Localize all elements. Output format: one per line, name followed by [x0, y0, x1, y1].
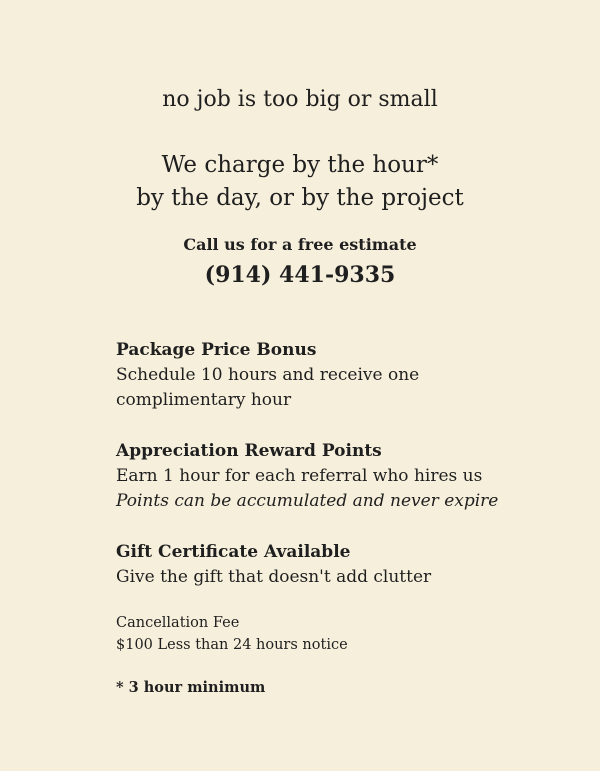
gift-certificate-section	[116, 540, 556, 590]
cancellation-fee-section	[116, 612, 556, 656]
package-price-bonus-heading: Package Price Bonus	[116, 340, 317, 360]
tagline: no job is too big or small	[162, 87, 438, 112]
package-price-bonus-section	[116, 338, 556, 413]
reward-points-heading: Appreciation Reward Points	[116, 441, 382, 461]
reward-points-section	[116, 439, 556, 514]
reward-points-line-1: Earn 1 hour for each referral who hires us	[116, 466, 483, 486]
cancellation-fee-heading: Cancellation Fee	[116, 615, 240, 631]
phone-number: (914) 441-9335	[204, 262, 396, 288]
package-price-bonus-line-2: complimentary hour	[116, 390, 292, 410]
reward-points-note: Points can be accumulated and never expire	[116, 491, 499, 511]
minimum-hours-footnote: * 3 hour minimum	[116, 679, 266, 696]
pricing-statement	[0, 149, 600, 215]
gift-certificate-line-1: Give the gift that doesn't add clutter	[116, 567, 432, 587]
gift-certificate-heading: Gift Certificate Available	[116, 542, 351, 562]
package-price-bonus-line-1: Schedule 10 hours and receive one	[116, 365, 420, 385]
free-estimate-text: Call us for a free estimate	[183, 235, 417, 254]
pricing-line-day-project: by the day, or by the project	[136, 185, 464, 211]
pricing-line-hour: We charge by the hour*	[161, 152, 439, 178]
cancellation-fee-line-1: $100 Less than 24 hours notice	[116, 637, 348, 653]
